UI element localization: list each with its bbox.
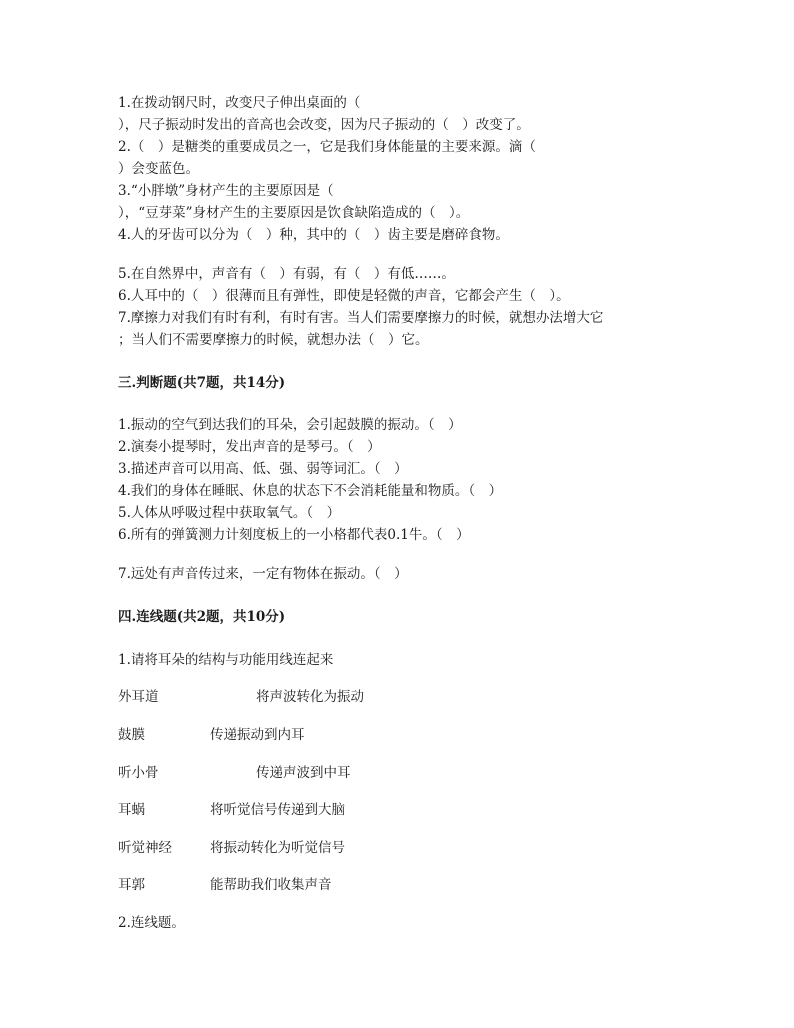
fill-blank-line: ），“豆芽菜”身材产生的主要原因是饮食缺陷造成的（ ）。 — [118, 205, 470, 221]
matching-row — [118, 801, 538, 819]
matching-left: 耳郭 — [118, 877, 145, 893]
matching-question-title: 2.连线题。 — [118, 915, 185, 931]
matching-question-title: 1.请将耳朵的结构与功能用线连起来 — [118, 652, 334, 668]
judge-item: 6.所有的弹簧测力计刻度板上的一小格都代表0.1牛。（ ） — [118, 527, 470, 543]
judge-item: 4.我们的身体在睡眠、休息的状态下不会消耗能量和物质。（ ） — [118, 483, 503, 499]
matching-row — [118, 688, 538, 706]
matching-row — [118, 726, 538, 744]
section-title-matching: 四.连线题(共2题，共10分) — [118, 609, 286, 625]
judge-item: 3.描述声音可以用高、低、强、弱等词汇。（ ） — [118, 461, 408, 477]
judge-item: 5.人体从呼吸过程中获取氧气。（ ） — [118, 505, 341, 521]
fill-blank-line: 1.在拨动钢尺时，改变尺子伸出桌面的（ — [118, 95, 361, 111]
matching-right: 将声波转化为振动 — [256, 689, 364, 705]
fill-blank-line: ；当人们不需要摩擦力的时候，就想办法（ ）它。 — [118, 332, 429, 348]
fill-blank-line: 5.在自然界中，声音有（ ）有弱，有（ ）有低……。 — [118, 266, 455, 282]
matching-right: 将振动转化为听觉信号 — [210, 840, 345, 856]
judge-item: 7.远处有声音传过来，一定有物体在振动。（ ） — [118, 566, 408, 582]
fill-blank-line: ），尺子振动时发出的音高也会改变，因为尺子振动的（ ）改变了。 — [118, 117, 530, 133]
matching-left: 鼓膜 — [118, 727, 145, 743]
matching-right: 将听觉信号传递到大脑 — [210, 802, 345, 818]
fill-blank-line: 4.人的牙齿可以分为（ ）种，其中的（ ）齿主要是磨碎食物。 — [118, 227, 509, 243]
matching-left: 耳蜗 — [118, 802, 145, 818]
matching-right: 传递振动到内耳 — [210, 727, 305, 743]
fill-blank-line: 2.（ ）是糖类的重要成员之一，它是我们身体能量的主要来源。滴（ — [118, 139, 536, 155]
fill-blank-line: ）会变蓝色。 — [118, 161, 199, 177]
matching-row — [118, 764, 538, 782]
section-title-judge: 三.判断题(共7题，共14分) — [118, 375, 286, 391]
matching-left: 外耳道 — [118, 689, 159, 705]
judge-item: 1.振动的空气到达我们的耳朵，会引起鼓膜的振动。（ ） — [118, 417, 462, 433]
matching-left: 听觉神经 — [118, 840, 172, 856]
matching-right: 能帮助我们收集声音 — [210, 877, 332, 893]
matching-row — [118, 876, 538, 894]
judge-item: 2.演奏小提琴时，发出声音的是琴弓。（ ） — [118, 439, 381, 455]
matching-right: 传递声波到中耳 — [256, 765, 351, 781]
fill-blank-line: 6.人耳中的（ ）很薄而且有弹性，即使是轻微的声音，它都会产生（ ）。 — [118, 288, 570, 304]
matching-left: 听小骨 — [118, 765, 159, 781]
matching-row — [118, 839, 538, 857]
fill-blank-line: 7.摩擦力对我们有时有利，有时有害。当人们需要摩擦力的时候，就想办法增大它 — [118, 310, 604, 326]
fill-blank-line: 3.“小胖墩”身材产生的主要原因是（ — [118, 183, 334, 199]
